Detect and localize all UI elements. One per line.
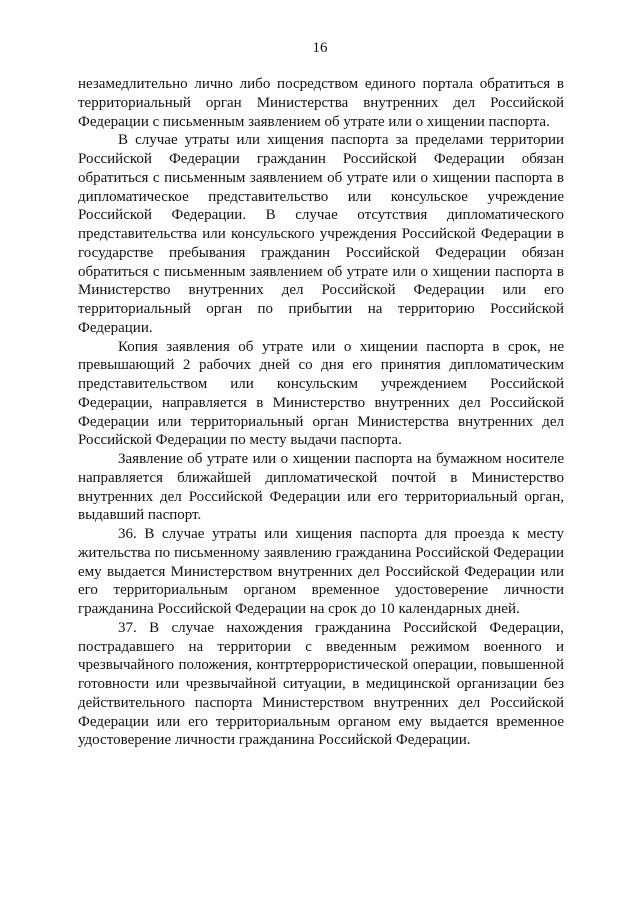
- paragraph-diplomatic-mail: Заявление об утрате или о хищении паспорта на бумажном носителе направляется ближайшей дипломатической почтой в Министерство внутренних дел Российской Федерации или его территориальный орган, выдавший паспорт.: [78, 451, 564, 524]
- paragraph-clause-37: 37. В случае нахождения гражданина Российской Федерации, пострадавшего на территории с введенным режимом военного и чрезвычайного положения, контртеррористической операции, повышенной готовности или чрезвычайной ситуации, в медицинской организации без действительного паспорта Министерством внутренних дел Российской Федерации или его территориальным органом ему выдается временное удостоверение личности гражданина Российской Федерации.: [78, 619, 564, 749]
- paragraph-abroad-loss: В случае утраты или хищения паспорта за пределами территории Российской Федерации гражданин Российской Федерации обязан обратиться с письменным заявлением об утрате или о хищении паспорта в дипломатическое представительство или консульское учреждение Российской Федерации. В случае отсутствия дипломатического представительства или консульского учреждения Российской Федерации в государстве пребывания гражданин Российской Федерации обязан обратиться с письменным заявлением об утрате или о хищении паспорта в Министерство внутренних дел Российской Федерации или его территориальный орган по прибытии на территорию Российской Федерации.: [78, 132, 564, 336]
- page-number: 16: [312, 40, 328, 56]
- paragraph-application-copy: Копия заявления об утрате или о хищении паспорта в срок, не превышающий 2 рабочих дней со дня его принятия дипломатическим представительством или консульским учреждением Российской Федерации, направляется в Министерство внутренних дел Российской Федерации или территориальный орган Министерства внутренних дел Российской Федерации по месту выдачи паспорта.: [78, 338, 564, 449]
- paragraph-clause-36: 36. В случае утраты или хищения паспорта для проезда к месту жительства по письменному заявлению гражданина Российской Федерации ему выдается Министерством внутренних дел Российской Федерации или его территориальным органом временное удостоверение личности гражданина Российской Федерации на срок до 10 календарных дней.: [78, 526, 564, 617]
- document-body: [78, 75, 564, 750]
- paragraph-continuation: незамедлительно лично либо посредством единого портала обратиться в территориальный орган Министерства внутренних дел Российской Федерации с письменным заявлением об утрате или о хищении паспорта.: [78, 76, 564, 130]
